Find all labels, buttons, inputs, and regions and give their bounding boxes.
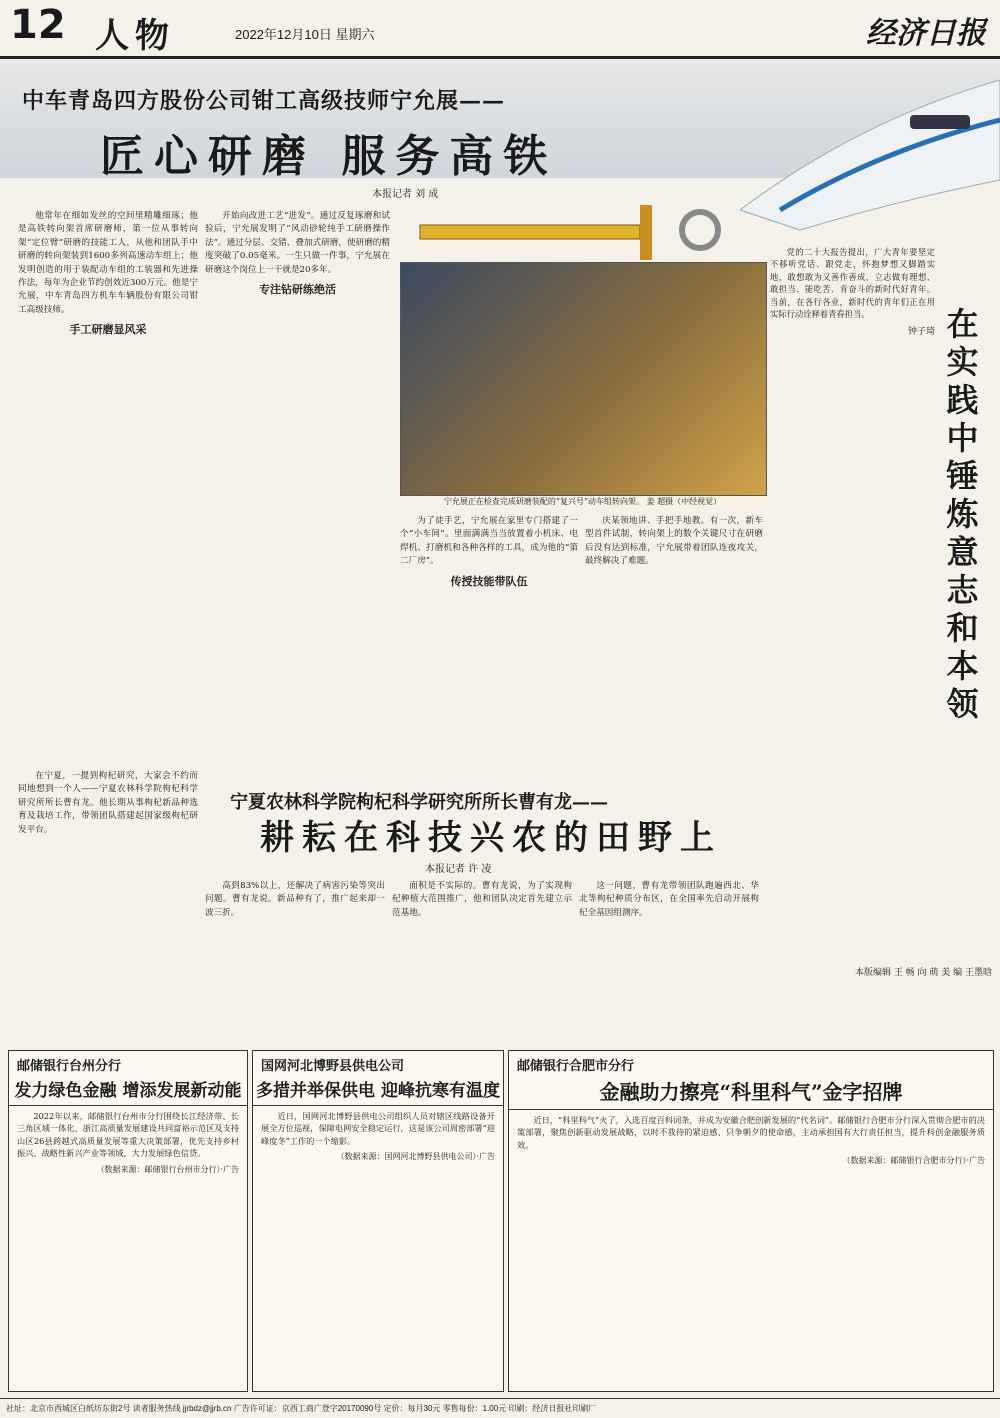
article1-column-1: [18, 210, 198, 755]
ad-boye-org: 国网河北博野县供电公司: [261, 1059, 405, 1074]
ad-hefei-bank: 邮储银行合肥市分行: [517, 1059, 635, 1074]
news-photo: [400, 262, 767, 496]
article2-byline: 本报记者 许 凌: [425, 864, 492, 875]
article2-col2-text: 高到83%以上，还解决了病害污染等突出问题。曹有龙说。新品种有了，推广起来却一波三折。: [205, 881, 385, 918]
commentary-title: 在实践中锤炼意志和本领: [946, 305, 979, 723]
article2-title: 耕耘在科技兴农的田野上: [260, 818, 722, 858]
ad-taizhou-body: 2022年以来，邮储银行台州市分行围绕长江经济带、长三角区域一体化、浙江高质量发展建设共同富裕示范区及支持山区26县跨越式高质量发展等重大决策部署，优先支持乡村振兴、战略性新兴产业等领域，大力发展绿色信贷。: [17, 1111, 239, 1159]
article2-column-2: [205, 880, 385, 1042]
article1-subhead-2: 专注钻研练绝活: [259, 283, 336, 297]
article2-column-3: [392, 880, 572, 1042]
ad-boye-source: （数据来源：国网河北博野县供电公司）·广告: [336, 1152, 495, 1162]
article2-col3-text: 面积是不实际的。曹有龙说，为了实现枸杞种植大范围推广，他和团队决定首先建立示范基地。: [392, 881, 572, 918]
ad-boye-body: 近日，国网河北博野县供电公司组织人员对辖区线路设备开展全方位巡视，保障电网安全稳定运行，这是该公司周密部署“迎峰度冬”工作的一个缩影。: [261, 1111, 495, 1146]
article1-byline: 本报记者 刘 成: [372, 189, 439, 200]
article2-col1-text: 在宁夏，一提到枸杞研究，大家会不约而同地想到一个人——宁夏农林科学院枸杞科学研究所所长曹有龙。他长期从事枸杞新品种选育及栽培工作，带领团队搭建起国家级枸杞研发平台。: [18, 771, 198, 835]
ad-hefei-title: 金融助力擦亮“科里科气”金字招牌: [509, 1074, 993, 1110]
tools-illustration: [400, 195, 765, 265]
photo-caption: 宁允展正在检查完成研磨装配的“复兴号”动车组转向架。 姜 超摄（中经视觉）: [443, 497, 722, 506]
section-name: 人物: [95, 16, 175, 56]
article1-subhead-1: 手工研磨显风采: [69, 323, 147, 337]
ad-taizhou-bank: 邮储银行台州分行: [17, 1059, 122, 1074]
ad-taizhou: [8, 1050, 248, 1392]
article2-column-1: [18, 770, 198, 1042]
ad-boye: [252, 1050, 504, 1392]
ad-hefei-body: 近日，“科里科气”火了，入选百度百科词条，并成为安徽合肥创新发展的“代名词”。邮储银行合肥市分行深入贯彻合肥市的决策部署，聚焦创新驱动发展战略，以时不我待的紧迫感、只争朝夕的使命感，主动承担国有大行责任担当，提升科创金融服务质效。: [517, 1115, 985, 1150]
article1-col2-text: 开始向改进工艺“进发”。通过反复琢磨和试验后，宁允展发明了“风动砂轮纯手工研磨操作法”。通过分层、交错、叠加式研磨，使研磨的精度突破了0.05毫米。一生只做一件事，宁允展在研磨这个岗位上一干就是20多年。: [205, 211, 390, 275]
ad-hefei: [508, 1050, 994, 1392]
article1-column-3: [400, 515, 578, 755]
article1-kicker: 中车青岛四方股份公司钳工高级技师宁允展——: [22, 88, 506, 114]
commentary-text: [770, 246, 935, 956]
article1-column-2: [205, 210, 390, 755]
article1-column-4: [585, 515, 763, 755]
newspaper-logo: 经济日报: [866, 16, 986, 51]
ad-taizhou-title: 发力绿色金融 增添发展新动能: [9, 1074, 247, 1106]
article1-title: 匠心研磨 服务高铁: [100, 131, 558, 182]
issue-date: 2022年12月10日 星期六: [235, 27, 375, 42]
commentary-author: 钟子琦: [907, 327, 935, 338]
article1-col3-text: 为了徒手艺，宁允展在家里专门搭建了一个“小车间”。里面满满当当放置着小机床、电焊机、打磨机和各种各样的工具，成为他的“第二厂房”。: [400, 516, 578, 567]
article1-col4-text: 庆某领地讲、手把手地教。有一次，新车型首件试制，转向架上的数个关键尺寸在研磨后没有达到标准，宁允展带着团队连夜攻关，最终解决了难题。: [585, 516, 763, 567]
page-number: 12: [10, 2, 66, 48]
ad-boye-title: 多措并举保供电 迎峰抗寒有温度: [253, 1074, 503, 1106]
ad-taizhou-source: （数据来源：邮储银行台州市分行）·广告: [96, 1164, 239, 1174]
page-footer: 社址：北京市西城区白纸坊东街2号 读者服务热线 jjrbdz@jjrb.cn 广告许可证：京西工商广登字20170090号 定价：每月30元 零售每份：1.00元 印刷：经济日报社印刷厂: [0, 1398, 1000, 1417]
train-image: [740, 60, 1000, 240]
article2-col4-text: 这一问题，曹有龙带领团队跑遍西北、华北等枸杞种质分布区，在全国率先启动开展枸杞全基因组测序。: [579, 881, 759, 918]
editors-credit: 本版编辑 王 畅 向 萌 美 编 王墨晗: [854, 968, 992, 978]
article1-subhead-3: 传授技能带队伍: [450, 574, 528, 588]
article2-column-4: [579, 880, 759, 1042]
article1-col1-text: 他常年在细如发丝的空间里精雕细琢；他是高铁转向架首席研磨师，第一位从事转向架“定位臂”研磨的技能工人，从他和团队手中研磨的转向架装到1600多列高速动车组上；他发明创造的用于装配动车组的工装器和先进操作法，每年为企业节约创效近300万元。他是宁允展，中车青岛四方机车车辆股份有限公司钳工高级技师。: [18, 211, 198, 315]
commentary-body: 党的二十大报告提出，广大青年要坚定不移听党话、跟党走，怀抱梦想又脚踏实地，敢想敢为又善作善成，立志做有理想、敢担当、能吃苦、肯奋斗的新时代好青年。当前，在各行各业，新时代的青年们正在用实际行动诠释着青春担当。: [770, 247, 935, 320]
article2-kicker: 宁夏农林科学院枸杞科学研究所所长曹有龙——: [230, 792, 608, 813]
ad-hefei-source: （数据来源：邮储银行合肥市分行）·广告: [842, 1156, 985, 1166]
